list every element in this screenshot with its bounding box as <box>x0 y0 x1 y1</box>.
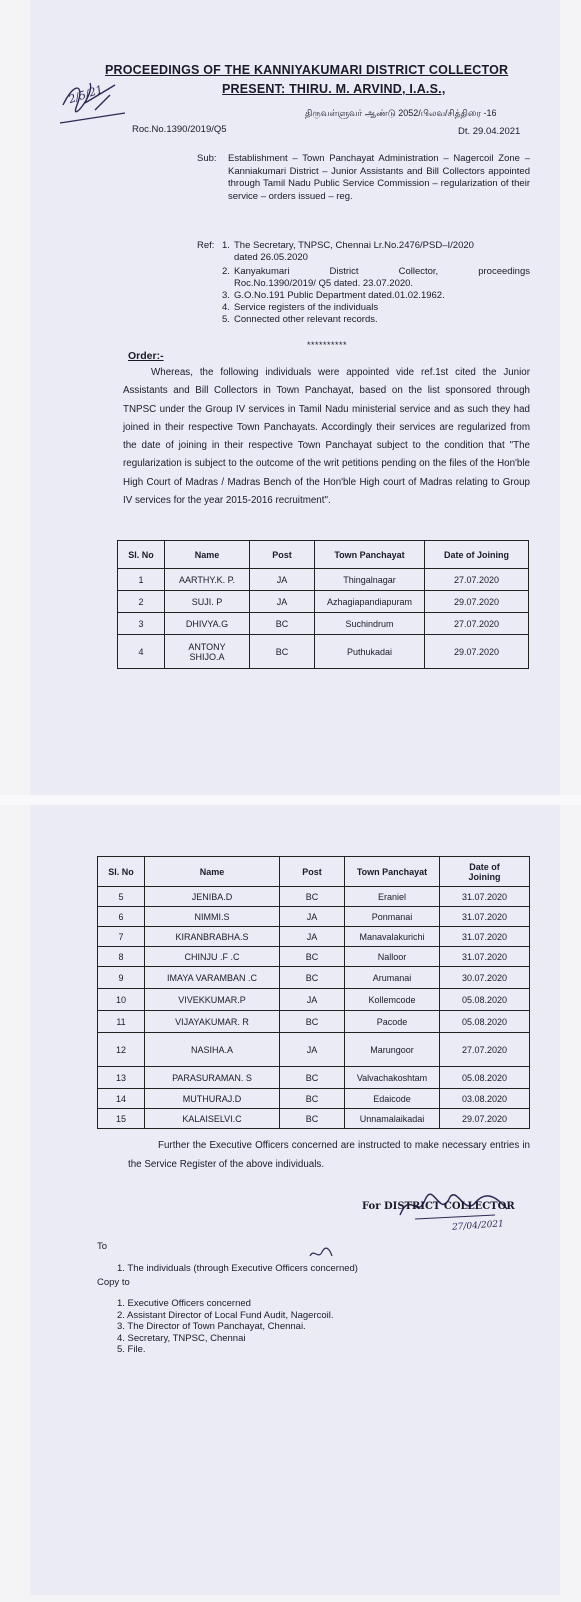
col-sl-no: Sl. No <box>98 857 145 887</box>
copy-item: 1. Executive Officers concerned <box>117 1298 251 1309</box>
to-item: 1. The individuals (through Executive Officers concerned) <box>117 1263 358 1274</box>
copy-item: 3. The Director of Town Panchayat, Chennai. <box>117 1321 306 1332</box>
copy-item: 2. Assistant Director of Local Fund Audit, Nagercoil. <box>117 1309 334 1321</box>
copy-item: 5. File. <box>117 1344 146 1355</box>
table-row: 3 DHIVYA.G BC Suchindrum 27.07.2020 <box>118 613 529 635</box>
reference-item: 4. Service registers of the individuals <box>222 302 379 313</box>
table-row: 2 SUJI. P JA Azhagiapandiapuram 29.07.2020 <box>118 591 529 613</box>
reference-item: 1. The Secretary, TNPSC, Chennai Lr.No.2476/PSD–I/2020 <box>222 240 474 251</box>
proceedings-title: PROCEEDINGS OF THE KANNIYAKUMARI DISTRICT COLLECTOR <box>105 63 509 77</box>
col-post: Post <box>250 541 315 569</box>
page-separator <box>0 795 581 805</box>
appointee-table-2 <box>97 856 530 1129</box>
table-row: 6 NIMMI.S JA Ponmanai 31.07.2020 <box>98 907 530 927</box>
table-row: 11 VIJAYAKUMAR. R BC Pacode 05.08.2020 <box>98 1011 530 1033</box>
roc-number: Roc.No.1390/2019/Q5 <box>132 124 227 135</box>
reference-list <box>222 240 530 326</box>
reference-item: 3. G.O.No.191 Public Department dated.01.02.1962. <box>222 290 445 301</box>
col-town-panchayat: Town Panchayat <box>315 541 425 569</box>
subject-label: Sub: <box>197 153 217 164</box>
table-row: 8 CHINJU .F .C BC Nalloor 31.07.2020 <box>98 947 530 967</box>
reference-item: 2. Kanyakumari District Collector, proceedings <box>222 266 530 277</box>
table-row: 12 NASIHA.A JA Marungoor 27.07.2020 <box>98 1033 530 1067</box>
subject-text: Establishment – Town Panchayat Administration – Nagercoil Zone – Kanniakumari District – Junior Assistants and Bill Collectors appointed through Tamil Nadu Public Service Commission – regularization of their service – orders issued – reg. <box>228 153 530 202</box>
table-row: 13 PARASURAMAN. S BC Valvachakoshtam 05.08.2020 <box>98 1067 530 1089</box>
col-name: Name <box>145 857 280 887</box>
reference-label: Ref: <box>197 240 215 251</box>
table-row: 15 KALAISELVI.C BC Unnamalaikadai 29.07.2020 <box>98 1109 530 1129</box>
copy-to-label: Copy to <box>97 1277 130 1288</box>
table-row: 10 VIVEKKUMAR.P JA Kollemcode 05.08.2020 <box>98 989 530 1011</box>
present-line: PRESENT: THIRU. M. ARVIND, I.A.S., <box>222 82 446 96</box>
sign-date: 27/04/2021 <box>451 1219 505 1233</box>
col-name: Name <box>165 541 250 569</box>
reference-item-cont: Roc.No.1390/2019/ Q5 dated. 23.07.2020. <box>234 278 414 289</box>
col-post: Post <box>280 857 345 887</box>
col-date-of-joining: Date of Joining <box>425 541 529 569</box>
closing-paragraph: Further the Executive Officers concerned are instructed to make necessary entries in the Service Register of the above individuals. <box>128 1140 530 1170</box>
order-paragraph: Whereas, the following individuals were appointed vide ref.1st cited the Junior Assistants and Bill Collectors in Town Panchayat, based on the list sponsored through TNPSC under the Group IV services in Tamil Nadu ministerial service and as such they had joined in their respective Town Panchayats. Accordingly their services are regularized from the date of joining in their respective Town Panchayat subject to the condition that "The regularization is subject to the outcome of the writ petitions pending on the files of the Hon'ble High Court of Madras / Madras Bench of the Hon'ble High court of Madras relating to Group IV services for the year 2015-2016 recruitment". <box>123 367 530 507</box>
col-town-panchayat: Town Panchayat <box>345 857 440 887</box>
order-heading: Order:- <box>128 350 164 362</box>
tamil-year-line: திருவள்ளுவர் ஆண்டு 2052/பிலவ/சித்திரை -16 <box>305 108 497 118</box>
to-label: To <box>97 1241 108 1252</box>
for-district-collector: For DISTRICT COLLECTOR <box>362 1201 515 1212</box>
copy-to-list <box>117 1298 334 1356</box>
small-initials <box>308 1246 334 1262</box>
table-row: 14 MUTHURAJ.D BC Edaicode 03.08.2020 <box>98 1089 530 1109</box>
col-sl-no: Sl. No <box>118 541 165 569</box>
appointee-table-1 <box>117 540 529 669</box>
reference-item: 5. Connected other relevant records. <box>222 314 378 325</box>
document-date: Dt. 29.04.2021 <box>458 126 521 137</box>
table-row: 1 AARTHY.K. P. JA Thingalnagar 27.07.2020 <box>118 569 529 591</box>
table-row: 5 JENIBA.D BC Eraniel 31.07.2020 <box>98 887 530 907</box>
table-row: 4 ANTONY SHIJO.A BC Puthukadai 29.07.2020 <box>118 635 529 669</box>
reference-item-cont: dated 26.05.2020 <box>234 252 308 263</box>
copy-item: 4. Secretary, TNPSC, Chennai <box>117 1332 246 1344</box>
margin-date: 2/5/21 <box>66 82 105 107</box>
col-date-of-joining: Date of Joining <box>440 857 530 887</box>
table-row: 9 IMAYA VARAMBAN .C BC Arumanai 30.07.2020 <box>98 967 530 989</box>
separator-stars: ********** <box>307 340 348 350</box>
table-row: 7 KIRANBRABHA.S JA Manavalakurichi 31.07.2020 <box>98 927 530 947</box>
